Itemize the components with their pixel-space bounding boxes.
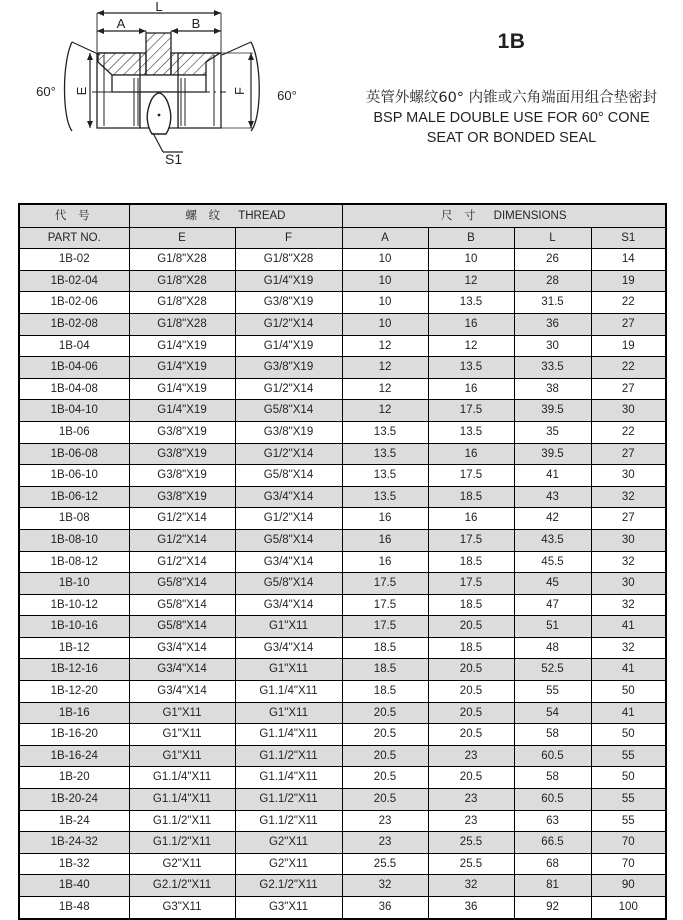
fitting-cross-section-svg xyxy=(0,0,340,196)
table-row xyxy=(19,853,666,875)
cell-part-no: 1B-16-20 xyxy=(19,724,129,746)
cell-value: 32 xyxy=(591,486,666,508)
cell-value: 13.5 xyxy=(428,357,514,379)
angle-label-right: 60° xyxy=(277,88,297,103)
cell-value: G5/8"X14 xyxy=(235,465,342,487)
cell-value: G1/8"X28 xyxy=(129,313,235,335)
table-row xyxy=(19,875,666,897)
cell-part-no: 1B-04-06 xyxy=(19,357,129,379)
dimension-label-E: E xyxy=(74,86,89,96)
cell-value: G3/4"X14 xyxy=(235,637,342,659)
cell-value: G2.1/2"X11 xyxy=(129,875,235,897)
cell-value: 10 xyxy=(428,249,514,271)
cell-value: 13.5 xyxy=(342,421,428,443)
cell-value: G2"X11 xyxy=(235,832,342,854)
table-row xyxy=(19,832,666,854)
cell-part-no: 1B-02 xyxy=(19,249,129,271)
cell-value: 25.5 xyxy=(428,853,514,875)
cell-value: G3/8"X19 xyxy=(129,421,235,443)
technical-drawing xyxy=(0,0,340,196)
table-row xyxy=(19,745,666,767)
table-row xyxy=(19,465,666,487)
table-row xyxy=(19,357,666,379)
cell-value: 16 xyxy=(428,378,514,400)
cell-value: G1.1/2"X11 xyxy=(129,810,235,832)
cell-part-no: 1B-40 xyxy=(19,875,129,897)
cell-value: 12 xyxy=(342,357,428,379)
cell-part-no: 1B-16 xyxy=(19,702,129,724)
cell-value: 20.5 xyxy=(342,702,428,724)
dimension-label-F: F xyxy=(232,87,247,95)
table-row xyxy=(19,400,666,422)
cell-value: 58 xyxy=(514,767,591,789)
cell-value: 18.5 xyxy=(428,486,514,508)
cell-value: 27 xyxy=(591,378,666,400)
cell-value: 10 xyxy=(342,313,428,335)
column-header-s1: S1 xyxy=(591,227,666,249)
table-row xyxy=(19,897,666,919)
table-row xyxy=(19,573,666,595)
table-row xyxy=(19,810,666,832)
cell-value: G1.1/4"X11 xyxy=(235,767,342,789)
column-header-part-no: PART NO. xyxy=(19,227,129,249)
cell-part-no: 1B-10-16 xyxy=(19,616,129,638)
table-row xyxy=(19,767,666,789)
cell-value: G1.1/2"X11 xyxy=(235,789,342,811)
cell-value: 55 xyxy=(514,681,591,703)
callout-label-s1: S1 xyxy=(165,151,183,167)
cell-part-no: 1B-20-24 xyxy=(19,789,129,811)
cell-value: 45 xyxy=(514,573,591,595)
cell-value: 16 xyxy=(342,529,428,551)
cell-value: 28 xyxy=(514,270,591,292)
column-header-l: L xyxy=(514,227,591,249)
cell-value: G1.1/2"X11 xyxy=(129,832,235,854)
header-group-thread-cn: 螺 纹 xyxy=(185,208,225,222)
cell-value: 19 xyxy=(591,270,666,292)
cell-value: 20.5 xyxy=(342,745,428,767)
table-row xyxy=(19,249,666,271)
cell-part-no: 1B-08-12 xyxy=(19,551,129,573)
table-row xyxy=(19,378,666,400)
cell-value: 23 xyxy=(428,745,514,767)
cell-value: 70 xyxy=(591,832,666,854)
cell-value: 27 xyxy=(591,508,666,530)
cell-value: 17.5 xyxy=(342,594,428,616)
column-header-a: A xyxy=(342,227,428,249)
header-group-dimensions xyxy=(342,204,666,227)
table-row xyxy=(19,594,666,616)
cell-value: G1.1/4"X11 xyxy=(129,767,235,789)
cell-value: 100 xyxy=(591,897,666,919)
table-header-group-row xyxy=(19,204,666,227)
cell-value: G1/2"X14 xyxy=(235,378,342,400)
cell-value: G1/4"X19 xyxy=(129,335,235,357)
table-row xyxy=(19,335,666,357)
cell-value: 17.5 xyxy=(428,465,514,487)
cell-value: G5/8"X14 xyxy=(235,573,342,595)
cell-value: 23 xyxy=(342,810,428,832)
cell-value: 41 xyxy=(514,465,591,487)
column-header-f: F xyxy=(235,227,342,249)
cell-value: G1/2"X14 xyxy=(235,508,342,530)
product-code: 1B xyxy=(497,30,526,53)
cell-value: 18.5 xyxy=(428,551,514,573)
cell-value: 50 xyxy=(591,724,666,746)
cell-value: G1/2"X14 xyxy=(129,508,235,530)
cell-value: 23 xyxy=(428,789,514,811)
cell-value: 30 xyxy=(591,400,666,422)
cell-value: 31.5 xyxy=(514,292,591,314)
cell-part-no: 1B-12-20 xyxy=(19,681,129,703)
angle-label-left: 60° xyxy=(36,84,56,99)
cell-value: 18.5 xyxy=(428,637,514,659)
cell-value: 63 xyxy=(514,810,591,832)
cell-part-no: 1B-06-10 xyxy=(19,465,129,487)
header-group-thread-en: THREAD xyxy=(238,210,286,222)
cell-part-no: 1B-02-06 xyxy=(19,292,129,314)
cell-value: G5/8"X14 xyxy=(129,573,235,595)
column-header-e: E xyxy=(129,227,235,249)
cell-value: 32 xyxy=(342,875,428,897)
cell-value: 36 xyxy=(514,313,591,335)
cell-value: G2"X11 xyxy=(235,853,342,875)
table-row xyxy=(19,486,666,508)
cell-value: 16 xyxy=(428,313,514,335)
cell-value: 26 xyxy=(514,249,591,271)
cell-value: 18.5 xyxy=(342,681,428,703)
header-group-thread xyxy=(129,204,342,227)
cell-value: G1/2"X14 xyxy=(129,551,235,573)
cell-value: 13.5 xyxy=(342,465,428,487)
dimension-label-A: A xyxy=(116,16,126,31)
table-column-header-row xyxy=(19,227,666,249)
cell-value: 18.5 xyxy=(342,659,428,681)
cell-value: 30 xyxy=(591,529,666,551)
cell-value: 48 xyxy=(514,637,591,659)
cell-value: 38 xyxy=(514,378,591,400)
cell-value: G1.1/4"X11 xyxy=(235,724,342,746)
cell-value: 47 xyxy=(514,594,591,616)
cell-value: G1"X11 xyxy=(129,702,235,724)
cell-value: G1"X11 xyxy=(129,745,235,767)
cell-value: G3/4"X14 xyxy=(235,551,342,573)
cell-value: G1/8"X28 xyxy=(235,249,342,271)
cell-value: 39.5 xyxy=(514,400,591,422)
dimension-label-L: L xyxy=(155,0,163,14)
cell-value: 36 xyxy=(428,897,514,919)
cell-value: 39.5 xyxy=(514,443,591,465)
cell-value: 41 xyxy=(591,702,666,724)
cell-value: 12 xyxy=(342,400,428,422)
header-group-part-no-cn: 代 号 xyxy=(54,208,94,222)
cell-value: 33.5 xyxy=(514,357,591,379)
cell-part-no: 1B-12 xyxy=(19,637,129,659)
cell-value: 45.5 xyxy=(514,551,591,573)
cell-value: 43.5 xyxy=(514,529,591,551)
table-row xyxy=(19,508,666,530)
cell-value: 10 xyxy=(342,270,428,292)
cell-value: 35 xyxy=(514,421,591,443)
description-english-line2: SEAT OR BONDED SEAL xyxy=(426,130,597,146)
header-group-dimensions-en: DIMENSIONS xyxy=(493,210,567,222)
cell-part-no: 1B-04 xyxy=(19,335,129,357)
cell-value: 12 xyxy=(428,335,514,357)
cell-value: G1/8"X28 xyxy=(129,270,235,292)
cell-value: 54 xyxy=(514,702,591,724)
cell-value: 58 xyxy=(514,724,591,746)
cell-part-no: 1B-24 xyxy=(19,810,129,832)
cell-value: 22 xyxy=(591,292,666,314)
cell-value: 36 xyxy=(342,897,428,919)
top-section xyxy=(0,0,683,196)
cell-value: G3/8"X19 xyxy=(129,465,235,487)
cell-value: G1/8"X28 xyxy=(129,249,235,271)
cell-value: 41 xyxy=(591,616,666,638)
cell-value: 12 xyxy=(342,378,428,400)
cell-value: G3/8"X19 xyxy=(235,292,342,314)
cell-part-no: 1B-48 xyxy=(19,897,129,919)
cell-part-no: 1B-08 xyxy=(19,508,129,530)
table-body xyxy=(19,249,666,919)
cell-value: 23 xyxy=(428,810,514,832)
cell-value: 20.5 xyxy=(428,659,514,681)
cell-value: G3/4"X14 xyxy=(235,594,342,616)
cell-value: 92 xyxy=(514,897,591,919)
cell-value: 81 xyxy=(514,875,591,897)
cell-value: G3/8"X19 xyxy=(235,357,342,379)
cell-value: G1.1/4"X11 xyxy=(235,681,342,703)
cell-value: G5/8"X14 xyxy=(129,594,235,616)
cell-part-no: 1B-04-10 xyxy=(19,400,129,422)
table-row xyxy=(19,616,666,638)
table-row xyxy=(19,270,666,292)
table-row xyxy=(19,292,666,314)
cell-value: 30 xyxy=(514,335,591,357)
table-row xyxy=(19,421,666,443)
cell-part-no: 1B-06-12 xyxy=(19,486,129,508)
specification-table xyxy=(18,203,667,920)
cell-value: G3/4"X14 xyxy=(235,486,342,508)
cell-value: 13.5 xyxy=(342,443,428,465)
cell-value: 20.5 xyxy=(342,724,428,746)
cell-part-no: 1B-02-04 xyxy=(19,270,129,292)
cell-value: G1/4"X19 xyxy=(129,400,235,422)
cell-value: G1/2"X14 xyxy=(235,313,342,335)
cell-value: G5/8"X14 xyxy=(129,616,235,638)
cell-value: 52.5 xyxy=(514,659,591,681)
cell-value: G3/8"X19 xyxy=(235,421,342,443)
cell-value: 16 xyxy=(428,508,514,530)
cell-value: 16 xyxy=(342,508,428,530)
cell-value: 20.5 xyxy=(342,767,428,789)
table-row xyxy=(19,637,666,659)
cell-value: 66.5 xyxy=(514,832,591,854)
table-row xyxy=(19,551,666,573)
cell-value: 27 xyxy=(591,313,666,335)
table-row xyxy=(19,659,666,681)
cell-part-no: 1B-02-08 xyxy=(19,313,129,335)
cell-part-no: 1B-06-08 xyxy=(19,443,129,465)
cell-value: 12 xyxy=(428,270,514,292)
table-header xyxy=(19,204,666,249)
cell-value: 60.5 xyxy=(514,789,591,811)
cell-value: 55 xyxy=(591,810,666,832)
cell-value: 68 xyxy=(514,853,591,875)
cell-value: 32 xyxy=(591,594,666,616)
column-header-b: B xyxy=(428,227,514,249)
table-row xyxy=(19,702,666,724)
table-row xyxy=(19,724,666,746)
cell-value: 20.5 xyxy=(428,724,514,746)
table-row xyxy=(19,313,666,335)
cell-part-no: 1B-10-12 xyxy=(19,594,129,616)
dimension-label-B: B xyxy=(191,16,201,31)
cell-value: G1/8"X28 xyxy=(129,292,235,314)
description-english-line1: BSP MALE DOUBLE USE FOR 60° CONE xyxy=(373,110,650,126)
table-row xyxy=(19,529,666,551)
cell-part-no: 1B-12-16 xyxy=(19,659,129,681)
cell-part-no: 1B-04-08 xyxy=(19,378,129,400)
title-section xyxy=(340,0,683,196)
cell-value: 32 xyxy=(428,875,514,897)
cell-value: 70 xyxy=(591,853,666,875)
header-group-dimensions-cn: 尺 寸 xyxy=(441,208,480,222)
cell-value: 20.5 xyxy=(428,702,514,724)
cell-value: 17.5 xyxy=(428,529,514,551)
cell-value: 16 xyxy=(428,443,514,465)
cell-value: G3/4"X14 xyxy=(129,681,235,703)
cell-value: 32 xyxy=(591,637,666,659)
cell-part-no: 1B-08-10 xyxy=(19,529,129,551)
cell-value: G5/8"X14 xyxy=(235,529,342,551)
cell-value: G5/8"X14 xyxy=(235,400,342,422)
cell-value: 20.5 xyxy=(428,767,514,789)
table-row xyxy=(19,789,666,811)
cell-value: 13.5 xyxy=(428,421,514,443)
cell-value: G1/2"X14 xyxy=(235,443,342,465)
cell-value: 12 xyxy=(342,335,428,357)
cell-value: 10 xyxy=(342,249,428,271)
cell-value: G3/4"X14 xyxy=(129,637,235,659)
cell-value: 18.5 xyxy=(428,594,514,616)
cell-value: 25.5 xyxy=(342,853,428,875)
cell-value: 20.5 xyxy=(428,681,514,703)
specification-table-container xyxy=(18,203,665,920)
cell-value: G1"X11 xyxy=(235,616,342,638)
cell-part-no: 1B-10 xyxy=(19,573,129,595)
cell-value: 22 xyxy=(591,357,666,379)
cell-value: G1/2"X14 xyxy=(129,529,235,551)
cell-value: G1.1/2"X11 xyxy=(235,810,342,832)
cell-value: 30 xyxy=(591,573,666,595)
cell-value: 16 xyxy=(342,551,428,573)
cell-value: 41 xyxy=(591,659,666,681)
cell-value: G1"X11 xyxy=(129,724,235,746)
cell-value: G3/8"X19 xyxy=(129,443,235,465)
table-row xyxy=(19,443,666,465)
cell-value: 27 xyxy=(591,443,666,465)
cell-value: 20.5 xyxy=(342,789,428,811)
cell-value: 25.5 xyxy=(428,832,514,854)
cell-part-no: 1B-32 xyxy=(19,853,129,875)
cell-value: 19 xyxy=(591,335,666,357)
cell-value: 10 xyxy=(342,292,428,314)
cell-part-no: 1B-06 xyxy=(19,421,129,443)
cell-value: 13.5 xyxy=(428,292,514,314)
cell-value: G1/4"X19 xyxy=(235,335,342,357)
cell-value: 50 xyxy=(591,767,666,789)
cell-value: 13.5 xyxy=(342,486,428,508)
cell-value: 51 xyxy=(514,616,591,638)
cell-value: 23 xyxy=(342,832,428,854)
cell-value: 55 xyxy=(591,789,666,811)
cell-value: G1.1/2"X11 xyxy=(235,745,342,767)
table-row xyxy=(19,681,666,703)
cell-value: 50 xyxy=(591,681,666,703)
cell-value: G3"X11 xyxy=(235,897,342,919)
cell-value: G2"X11 xyxy=(129,853,235,875)
header-group-part-no xyxy=(19,204,129,227)
cell-part-no: 1B-24-32 xyxy=(19,832,129,854)
cell-value: G3/8"X19 xyxy=(129,486,235,508)
cell-value: G1"X11 xyxy=(235,659,342,681)
cell-value: G1/4"X19 xyxy=(235,270,342,292)
cell-value: 14 xyxy=(591,249,666,271)
cell-part-no: 1B-16-24 xyxy=(19,745,129,767)
cell-part-no: 1B-20 xyxy=(19,767,129,789)
cell-value: G1/4"X19 xyxy=(129,357,235,379)
cell-value: 42 xyxy=(514,508,591,530)
cell-value: 43 xyxy=(514,486,591,508)
cell-value: G2.1/2"X11 xyxy=(235,875,342,897)
cell-value: G3/4"X14 xyxy=(129,659,235,681)
cell-value: 20.5 xyxy=(428,616,514,638)
cell-value: G1"X11 xyxy=(235,702,342,724)
cell-value: 22 xyxy=(591,421,666,443)
cell-value: 17.5 xyxy=(428,400,514,422)
cell-value: 17.5 xyxy=(342,616,428,638)
cell-value: 17.5 xyxy=(428,573,514,595)
cell-value: 60.5 xyxy=(514,745,591,767)
cell-value: G1.1/4"X11 xyxy=(129,789,235,811)
cell-value: 18.5 xyxy=(342,637,428,659)
cell-value: 55 xyxy=(591,745,666,767)
cell-value: G1/4"X19 xyxy=(129,378,235,400)
cell-value: 32 xyxy=(591,551,666,573)
cell-value: 90 xyxy=(591,875,666,897)
cell-value: 17.5 xyxy=(342,573,428,595)
cell-value: G3"X11 xyxy=(129,897,235,919)
cell-value: 30 xyxy=(591,465,666,487)
description-chinese: 英管外螺纹60° 内锥或六角端面用组合垫密封 xyxy=(365,90,658,106)
